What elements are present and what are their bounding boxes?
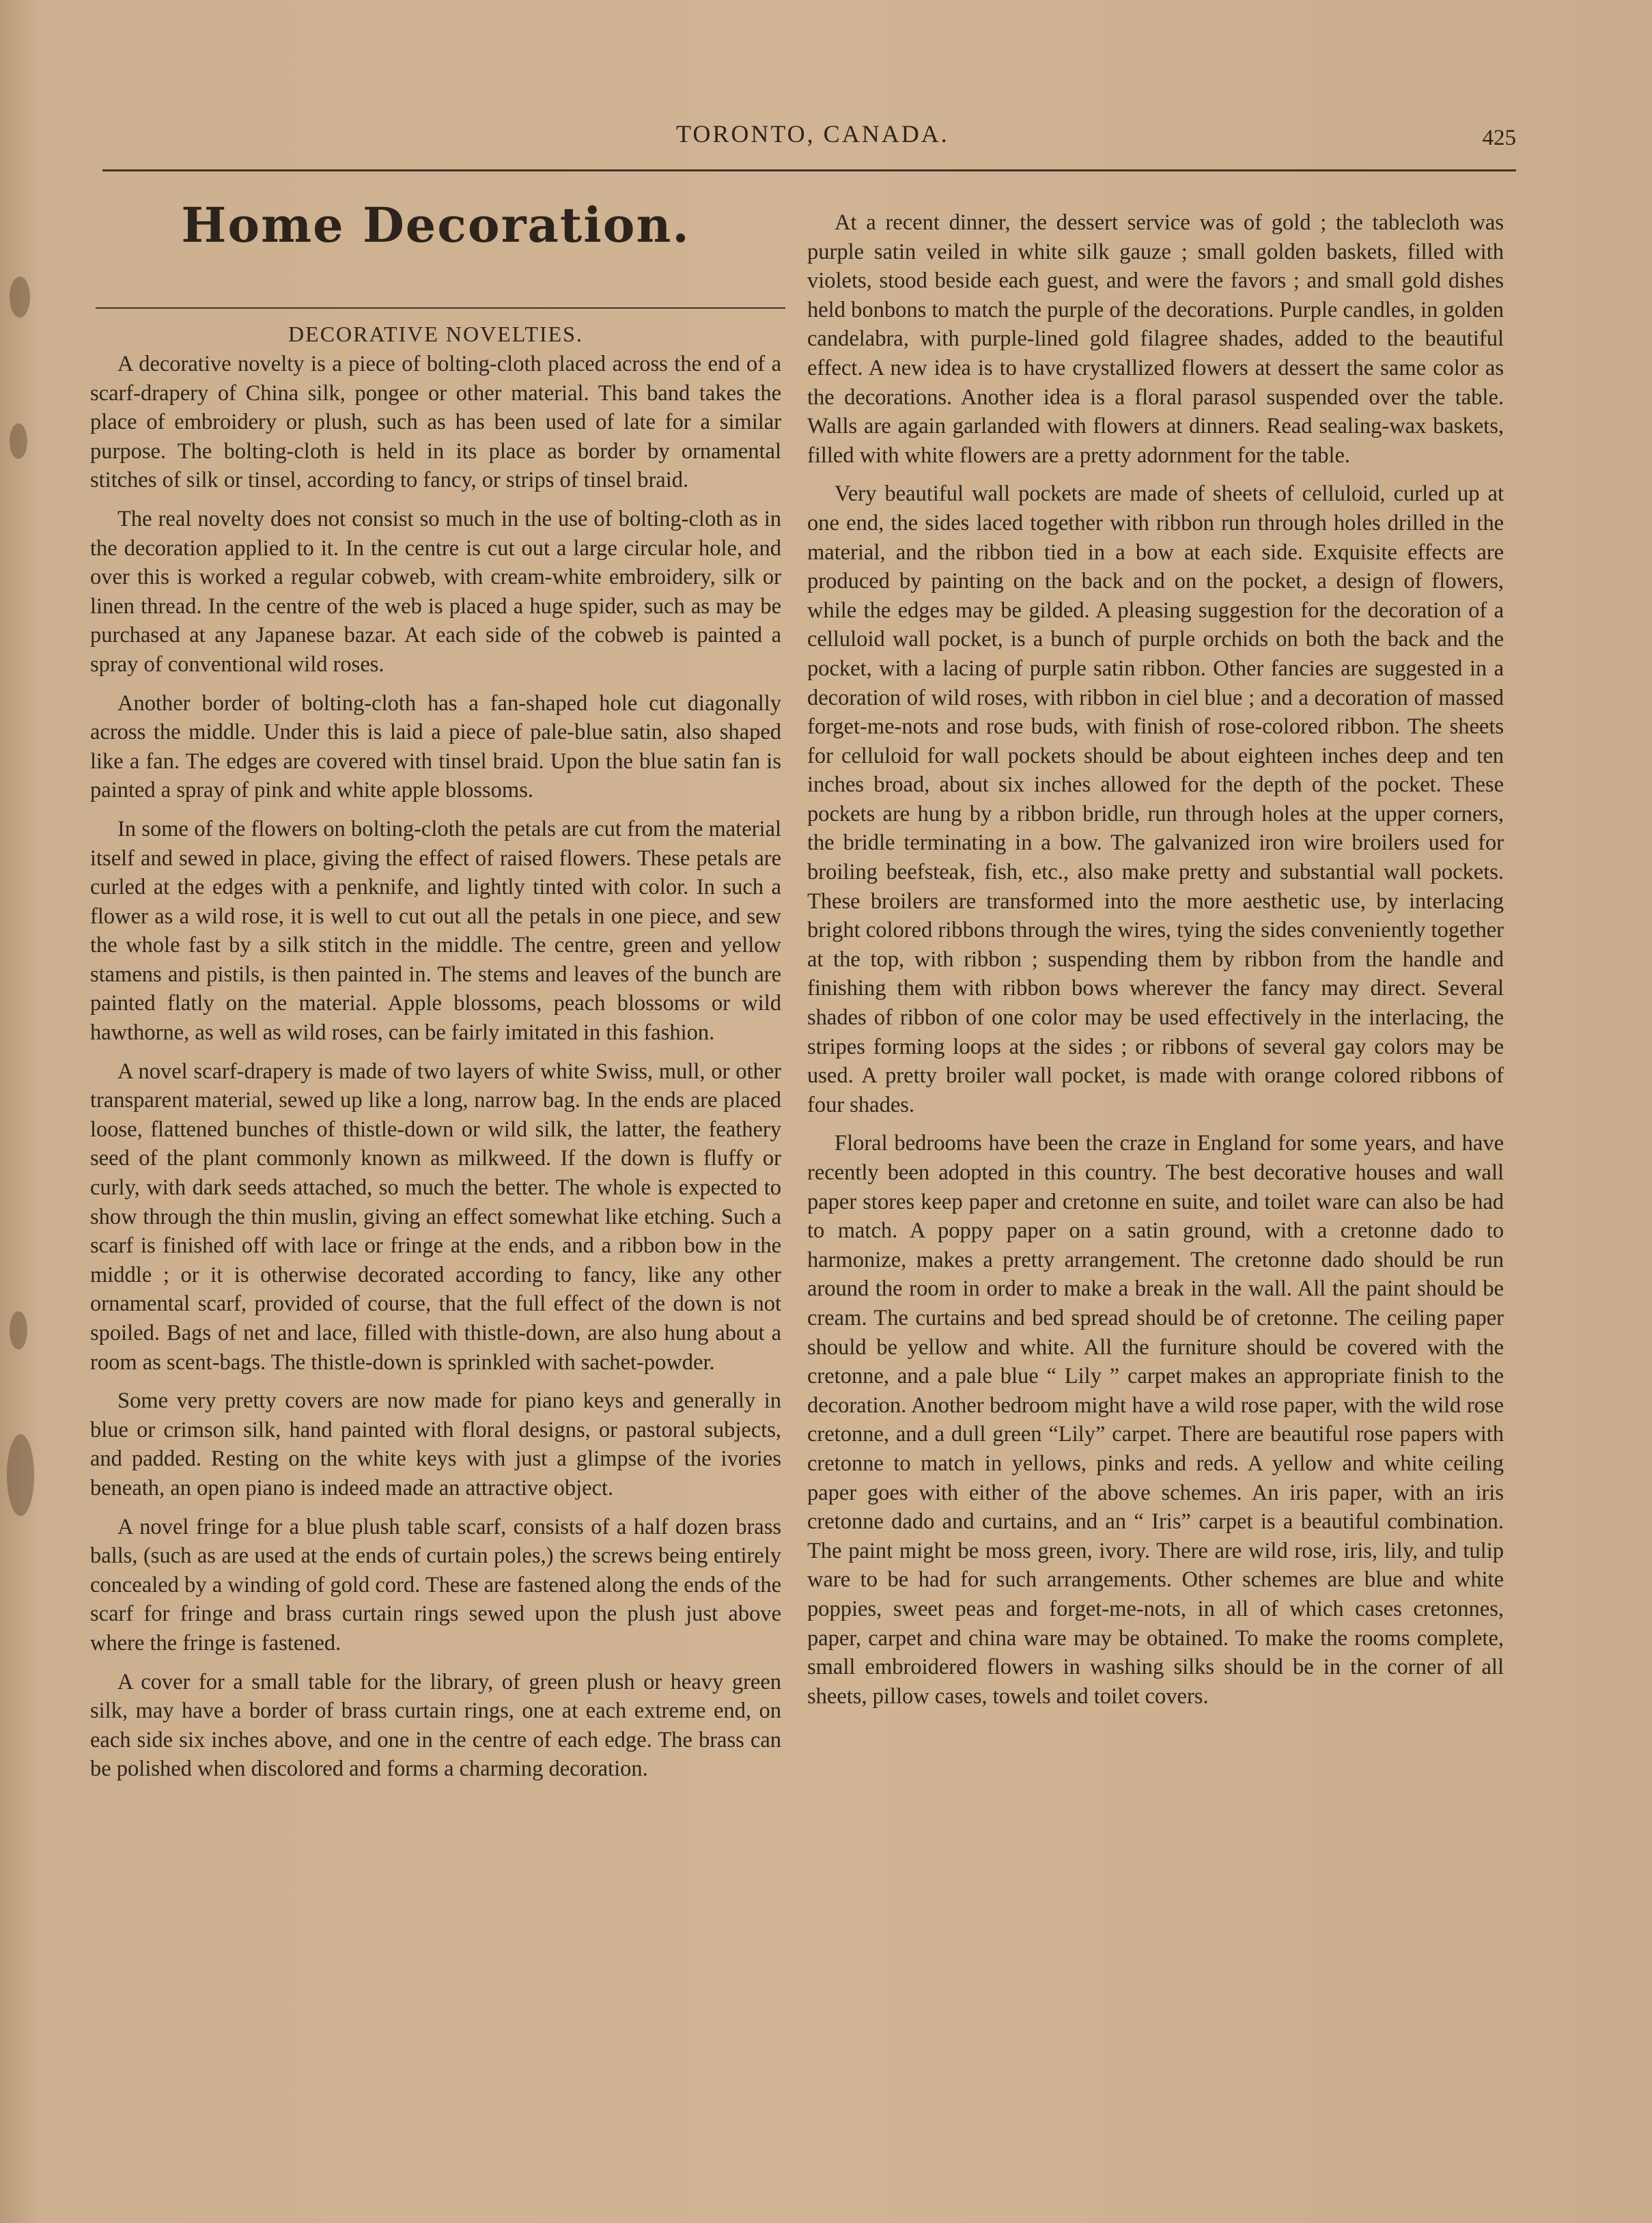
paper-stain <box>7 1434 34 1516</box>
paper-stain <box>10 1311 27 1350</box>
page-number: 425 <box>1482 126 1516 150</box>
left-column <box>90 179 781 1793</box>
page-header <box>102 116 1516 157</box>
section-subhead: DECORATIVE NOVELTIES. <box>288 322 583 346</box>
paragraph: Another border of bolting-cloth has a fan-shaped hole cut diagonally across the middle. Under this is laid a piece of pale-blue satin, also shaped like a fan. The edges are covered with tinsel braid. Upon the blue satin fan is painted a spray of pink and white apple blossoms. <box>90 690 781 803</box>
paragraph: Some very pretty covers are now made for piano keys and generally in blue or crimson silk, hand painted with floral designs, or pastoral subjects, and padded. Resting on the white keys with just a glimpse of the ivories beneath, an open piano is indeed made an attractive object. <box>90 1388 781 1500</box>
paragraph: In some of the flowers on bolting-cloth the petals are cut from the material itself and sewed in place, giving the effect of raised flowers. These petals are curled at the edges with a penknife, and lightly tinted with color. In such a flower as a wild rose, it is well to cut out all the petals in one piece, and sew the whole fast by a silk stitch in the middle. The centre, green and yellow stamens and pistils, is then painted in. The stems and leaves of the bunch are painted flatly on the material. Apple blossoms, peach blossoms or wild hawthorne, as well as wild roses, can be fairly imitated in this fashion. <box>90 816 781 1046</box>
section-title: Home Decoration. <box>181 197 690 253</box>
running-title: TORONTO, CANADA. <box>676 120 949 148</box>
title-rule <box>96 307 785 309</box>
header-rule <box>102 169 1516 171</box>
paragraph: The real novelty does not consist so much in the use of bolting-cloth as in the decoration applied to it. In the centre is cut out a large circular hole, and over this is worked a regular cobweb, with cream-white embroidery, silk or linen thread. In the centre of the web is placed a huge spider, such as may be purchased at any Japanese bazar. At each side of the cobweb is painted a spray of conventional wild roses. <box>90 506 781 677</box>
paragraph: A novel scarf-drapery is made of two layers of white Swiss, mull, or other transparent material, sewed up like a long, narrow bag. In the ends are placed loose, flattened bunches of thistle-down or wild silk, the latter, the feathery seed of the plant commonly known as milkweed. If the down is fluffy or curly, with dark seeds attached, so much the better. The whole is expected to show through the thin muslin, giving an effect somewhat like etching. Such a scarf is finished off with lace or fringe at the ends, and a ribbon bow in the middle ; or it is otherwise decorated according to fancy, like any other ornamental scarf, provided of course, that the full effect of the down is not spoiled. Bags of net and lace, filled with thistle-down, are also hung about a room as scent-bags. The thistle-down is sprinkled with sachet-powder. <box>90 1059 781 1375</box>
paper-stain <box>10 277 30 318</box>
paragraph: A cover for a small table for the library, of green plush or heavy green silk, may have a border of brass curtain rings, one at each extreme end, on each side six inches above, and one in the centre of each edge. The brass can be polished when discolored and forms a charming decoration. <box>90 1669 781 1782</box>
paper-stain <box>10 423 27 459</box>
paragraph: Very beautiful wall pockets are made of sheets of celluloid, curled up at one end, the sides laced together with ribbon run through holes drilled in the material, and the ribbon tied in a bow at each side. Exquisite effects are produced by painting on the back and on the pocket, a design of flowers, while the edges may be gilded. A pleasing suggestion for the decoration of a celluloid wall pocket, is a bunch of purple orchids on both the back and the pocket, with a lacing of purple satin ribbon. Other fancies are suggested in a decoration of wild roses, with ribbon in ciel blue ; and a decoration of massed forget-me-nots and rose buds, with finish of rose-colored ribbon. The sheets for celluloid for wall pockets should be about eighteen inches deep and ten inches broad, about six inches allowed for the depth of the pocket. These pockets are hung by a ribbon bridle, run through holes at the upper corners, the bridle terminating in a bow. The galvanized iron wire broilers used for broiling beefsteak, fish, etc., also make pretty and substantial wall pockets. These broilers are transformed into the more aesthetic use, by interlacing bright colored ribbons through the wires, tying the sides conveniently together at the top, with ribbon ; suspending them by ribbon from the handle and finishing them with ribbon bows wherever the fancy may direct. Several shades of ribbon of one color may be used effectively in the interlacing, the stripes forming loops at the sides ; or ribbons of several gay colors may be used. A pretty broiler wall pocket, is made with orange colored ribbons of four shades. <box>807 481 1504 1117</box>
paragraph: A novel fringe for a blue plush table scarf, consists of a half dozen brass balls, (such as are used at the ends of curtain poles,) the screws being entirely concealed by a winding of gold cord. These are fastened along the ends of the scarf for fringe and brass curtain rings sewed upon the plush just above where the fringe is fastened. <box>90 1514 781 1655</box>
right-column <box>807 208 1504 1720</box>
paragraph: Floral bedrooms have been the craze in England for some years, and have recently been adopted in this country. The best decorative houses and wall paper stores keep paper and cretonne en suite, and toilet ware can also be had to match. A poppy paper on a satin ground, with a cretonne dado to harmonize, makes a pretty arrangement. The cretonne dado should be run around the room in order to make a break in the wall. All the paint should be cream. The curtains and bed spread should be of cretonne. The ceiling paper should be yellow and white. All the furniture should be covered with the cretonne, and a pale blue “ Lily ” carpet makes an appropriate finish to the decoration. Another bedroom might have a wild rose paper, with the wild rose cretonne, and a dull green “Lily” carpet. There are beautiful rose papers with cretonne to match in yellows, pinks and reds. A yellow and white ceiling paper goes with either of the above schemes. An iris paper, with an iris cretonne dado and curtains, and an “ Iris” carpet is a beautiful combination. The paint might be moss green, ivory. There are wild rose, iris, lily, and tulip ware to be had for such arrangements. Other schemes are blue and white poppies, sweet peas and forget-me-nots, in all of which cases cretonnes, paper, carpet and china ware may be obtained. To make the rooms complete, small embroidered flowers in washing silks should be in the corner of all sheets, pillow cases, towels and toilet covers. <box>807 1131 1504 1709</box>
paragraph: At a recent dinner, the dessert service was of gold ; the tablecloth was purple satin veiled in white silk gauze ; small golden baskets, filled with violets, stood beside each guest, and were the favors ; and small gold dishes held bonbons to match the purple of the decorations. Purple candles, in golden candelabra, with purple-lined gold filagree shades, added to the beautiful effect. A new idea is to have crystallized flowers at dessert the same color as the decorations. Another idea is a floral parasol suspended over the table. Walls are again garlanded with flowers at dinners. Read sealing-wax baskets, filled with white flowers are a pretty adornment for the table. <box>807 210 1504 468</box>
paragraph: A decorative novelty is a piece of bolting-cloth placed across the end of a scarf-drapery of China silk, pongee or other material. This band takes the place of embroidery or plush, such as has been used of late for a similar purpose. The bolting-cloth is held in its place as border by ornamental stitches of silk or tinsel, according to fancy, or strips of tinsel braid. <box>90 352 781 493</box>
